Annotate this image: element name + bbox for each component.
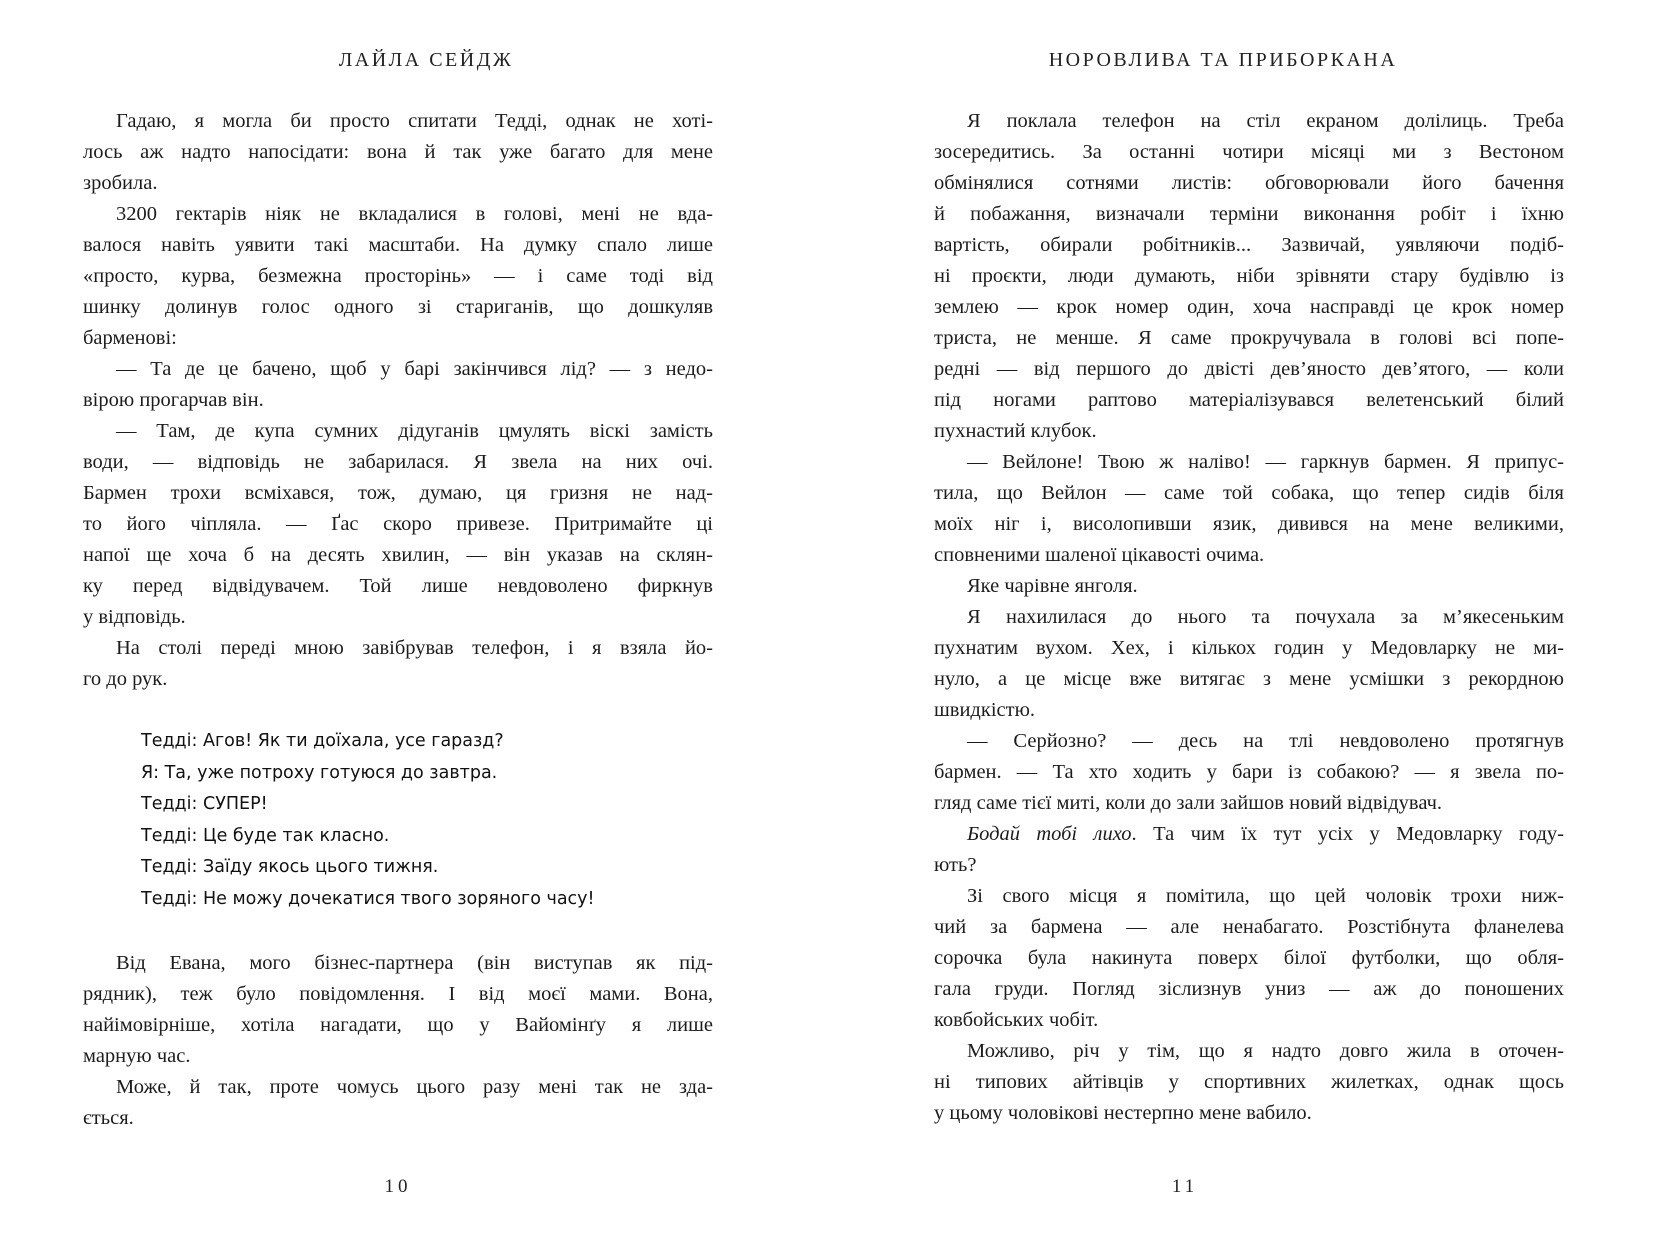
text-line: землею — крок номер один, хоча насправді це крок номер xyxy=(934,296,1564,318)
paragraph xyxy=(934,571,1564,602)
text-line: ку перед відвідувачем. Той лише невдоволено фиркнув xyxy=(83,575,713,597)
paragraph xyxy=(934,1036,1564,1129)
text-line: у цьому чоловікові нестерпно мене вабило. xyxy=(934,1102,1312,1124)
text-line: ють? xyxy=(934,854,977,876)
sms-line: Тедді: Це буде так класно. xyxy=(141,825,390,846)
paragraph xyxy=(83,199,713,354)
page-right xyxy=(934,0,1564,1240)
page-left xyxy=(83,0,713,1240)
paragraph xyxy=(934,106,1564,447)
paragraph xyxy=(83,106,713,199)
text-line: ється. xyxy=(83,1107,134,1129)
text-line: напої ще хоча б на десять хвилин, — він указав на склян- xyxy=(83,544,713,566)
text-line: тила, що Вейлон — саме той собака, що тепер сидів біля xyxy=(934,482,1564,504)
text-line: нуло, а це місце вже витягає з мене усмішки з рекордною xyxy=(934,668,1564,690)
text-line: — Та де це бачено, щоб у барі закінчився лід? — з недо- xyxy=(116,358,713,380)
text-line: — Серйозно? — десь на тлі невдоволено протягнув xyxy=(967,730,1564,752)
paragraph xyxy=(934,726,1564,819)
text-line: під ногами раптово матеріалізувався велетенський білий xyxy=(934,389,1564,411)
text-line: барменові: xyxy=(83,327,177,349)
text-line: пухнатим вухом. Хех, і кількох годин у Медовларку не ми- xyxy=(934,637,1564,659)
text-line: бармен. — Та хто ходить у бари із собакою? — я звела по- xyxy=(934,761,1564,783)
text-line: Я поклала телефон на стіл екраном долілиць. Треба xyxy=(967,110,1564,132)
text-line: то його чіпляла. — Ґас скоро привезе. Притримайте ці xyxy=(83,513,713,535)
sms-line: Тедді: Не можу дочекатися твого зоряного часу! xyxy=(141,888,595,909)
text-line: «просто, курва, безмежна просторінь» — і саме тоді від xyxy=(83,265,713,287)
paragraph xyxy=(934,447,1564,571)
text-line: триста, не менше. Я саме прокручувала в голові всі попе- xyxy=(934,327,1564,349)
text-line: найімовірніше, хотіла нагадати, що у Вайомінґу я лише xyxy=(83,1014,713,1036)
text-line: у відповідь. xyxy=(83,606,186,628)
text-line: Зі свого місця я помітила, що цей чоловік трохи ниж- xyxy=(967,885,1564,907)
text-line: шинку долинув голос одного зі стариганів, що дошкуляв xyxy=(83,296,713,318)
sms-message-block xyxy=(83,726,713,915)
text-line: валося навіть уявити такі масштаби. На думку спало лише xyxy=(83,234,713,256)
text-line: Бармен трохи всміхався, тож, думаю, ця гризня не над- xyxy=(83,482,713,504)
text-line: лось аж надто напосідати: вона й так уже багато для мене xyxy=(83,141,713,163)
text-line: го до рук. xyxy=(83,668,168,690)
text-line: швидкістю. xyxy=(934,699,1036,721)
text-line: сповненими шаленої цікавості очима. xyxy=(934,544,1265,566)
text-line: редні — від першого до двісті дев’яносто дев’ятого, — коли xyxy=(934,358,1564,380)
paragraph xyxy=(83,1072,713,1134)
sms-line: Тедді: Агов! Як ти доїхала, усе гаразд? xyxy=(141,731,504,751)
text-line: вірою прогарчав він. xyxy=(83,389,264,411)
page-body-right xyxy=(934,106,1564,1129)
text-line: й побажання, визначали терміни виконання робіт і їхню xyxy=(934,203,1564,225)
text-line: зосередитись. За останні чотири місяці ми з Вестоном xyxy=(934,141,1564,163)
text-line: 3200 гектарів ніяк не вкладалися в голові, мені не вда- xyxy=(116,203,713,225)
text-line: моїх ніг і, висолопивши язик, дивився на мене великими, xyxy=(934,513,1564,535)
text-line: Можливо, річ у тім, що я надто довго жила в оточен- xyxy=(967,1040,1564,1062)
paragraph xyxy=(83,416,713,633)
text-line: чий за бармена — але ненабагато. Розстібнута фланелева xyxy=(934,916,1564,938)
text-line: — Вейлоне! Твою ж наліво! — гаркнув бармен. Я припус- xyxy=(967,451,1564,473)
text-line: води, — відповідь не забарилася. Я звела на них очі. xyxy=(83,451,713,473)
text-line: зробила. xyxy=(83,172,158,194)
text-line: Яке чарівне янголя. xyxy=(967,575,1138,597)
text-line: — Там, де купа сумних дідуганів цмулять віскі замість xyxy=(116,420,713,442)
text-line: Гадаю, я могла би просто спитати Тедді, однак не хоті- xyxy=(116,110,713,132)
text-line: На столі переді мною завібрував телефон, і я взяла йо- xyxy=(116,637,713,659)
text-line: сорочка була накинута поверх білої футболки, що обля- xyxy=(934,947,1564,969)
sms-line: Тедді: Заїду якось цього тижня. xyxy=(141,857,439,877)
text-line: пухнастий клубок. xyxy=(934,420,1097,442)
paragraph xyxy=(934,881,1564,1036)
sms-line: Тедді: СУПЕР! xyxy=(141,794,268,814)
text-line: обмінялися сотнями листів: обговорювали його бачення xyxy=(934,172,1564,194)
page-number-left: 10 xyxy=(384,1176,412,1197)
text-line: Бодай тобі лихо. Та чим їх тут усіх у Медовларку году- xyxy=(967,823,1564,845)
sms-line: Я: Та, уже потроху готуюся до завтра. xyxy=(141,762,498,783)
paragraph xyxy=(934,819,1564,881)
text-line: марную час. xyxy=(83,1045,191,1067)
page-number-right: 11 xyxy=(1171,1176,1199,1197)
text-line: рядник), теж було повідомлення. І від моєї мами. Вона, xyxy=(83,983,713,1005)
text-line: вартість, обирали робітників... Зазвичай, уявляючи подіб- xyxy=(934,234,1564,256)
text-line: гляд саме тієї миті, коли до зали зайшов новий відвідувач. xyxy=(934,792,1443,814)
text-line: ні типових айтівців у спортивних жилетках, однак щось xyxy=(934,1071,1564,1093)
text-line: Я нахилилася до нього та почухала за м’якесеньким xyxy=(967,606,1564,628)
text-line: ні проєкти, люди думають, ніби зрівняти стару будівлю із xyxy=(934,265,1564,287)
text-line: Може, й так, проте чомусь цього разу мені так не зда- xyxy=(116,1076,713,1098)
paragraph xyxy=(934,602,1564,726)
page-body-left xyxy=(83,106,713,1134)
text-line: ковбойських чобіт. xyxy=(934,1009,1099,1031)
running-head-author: ЛАЙЛА СЕЙДЖ xyxy=(338,49,514,71)
text-line: гала груди. Погляд зіслизнув униз — аж до поношених xyxy=(934,978,1564,1000)
paragraph xyxy=(83,354,713,416)
running-head-title: НОРОВЛИВА ТА ПРИБОРКАНА xyxy=(1048,49,1398,71)
paragraph xyxy=(83,948,713,1072)
text-line: Від Евана, мого бізнес-партнера (він виступав як під- xyxy=(116,952,713,974)
paragraph xyxy=(83,633,713,695)
